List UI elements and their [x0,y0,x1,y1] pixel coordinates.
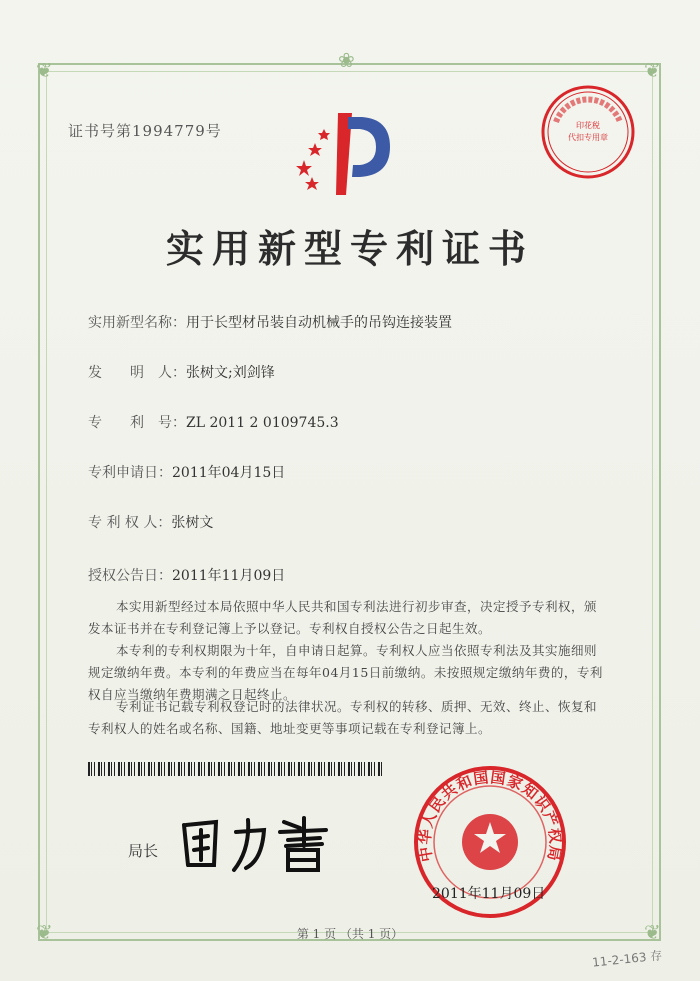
barcode-bar [348,762,350,776]
barcode-bar [371,762,372,776]
field-application-date [88,462,285,482]
barcode-bar [248,762,250,776]
barcode-bar [331,762,332,776]
barcode-bar [168,762,170,776]
barcode-bar [364,762,365,776]
barcode-bar [184,762,185,776]
barcode-bar [241,762,242,776]
field-label: 实用新型名称： [88,315,186,331]
barcode-bar [88,762,90,776]
field-inventor [88,362,275,382]
barcode-bar [111,762,112,776]
barcode-bar [124,762,125,776]
barcode-bar [328,762,330,776]
barcode-bar [361,762,362,776]
barcode-bar [181,762,182,776]
barcode-bar [211,762,212,776]
field-utility-name [88,312,452,332]
barcode-bar [108,762,110,776]
barcode-bar [368,762,370,776]
barcode-bar [191,762,192,776]
barcode-bar [334,762,335,776]
barcode-bar [298,762,300,776]
svg-text:印花税: 印花税 [576,121,600,130]
barcode-bar [164,762,165,776]
field-label: 专 利 号： [88,415,186,431]
barcode-bar [134,762,135,776]
barcode-bar [174,762,175,776]
barcode-bar [358,762,360,776]
barcode-bar [288,762,290,776]
barcode-bar [194,762,195,776]
barcode-bar [221,762,222,776]
barcode-bar [318,762,320,776]
barcode-bar [154,762,155,776]
seal-text: 中华人民共和国国家知识产权局 [415,768,565,864]
barcode-bar [274,762,275,776]
barcode-bar [104,762,105,776]
director-signature [176,810,336,880]
barcode-bar [144,762,145,776]
paragraph-text: 本专利的专利权期限为十年，自申请日起算。专利权人应当依照专利法及其实施细则规定缴纳年费。本专利的年费应当在每年04月15日前缴纳。未按照规定缴纳年费的，专利权自应当缴纳年费期满之日起终止。 [88,643,603,702]
seal-date: 2011年11月09日 [432,886,546,902]
barcode [88,762,388,776]
barcode-bar [114,762,115,776]
barcode-bar [91,762,92,776]
field-value: 用于长型材吊装自动机械手的吊钩连接装置 [186,315,452,331]
barcode-bar [188,762,190,776]
barcode-bar [341,762,342,776]
barcode-bar [234,762,235,776]
barcode-bar [244,762,245,776]
tax-seal [538,82,638,182]
barcode-bar [98,762,100,776]
barcode-bar [231,762,232,776]
barcode-bar [314,762,315,776]
patent-office-emblem [290,105,400,200]
field-value: 2011年04月15日 [172,465,286,481]
barcode-bar [208,762,210,776]
barcode-bar [264,762,265,776]
director-label: 局长 [128,842,159,860]
page-number: 第 1 页 （共 1 页） [296,927,404,941]
barcode-bar [304,762,305,776]
barcode-bar [278,762,280,776]
barcode-bar [148,762,150,776]
barcode-bar [294,762,295,776]
barcode-bar [378,762,380,776]
legal-paragraph [88,596,608,640]
barcode-bar [258,762,260,776]
handwritten-note: 11-2-163 存 [591,948,663,970]
svg-text:代扣专用章: 代扣专用章 [568,133,608,142]
field-value: 张树文;刘剑锋 [186,365,275,381]
barcode-bar [291,762,292,776]
barcode-bar [374,762,375,776]
barcode-bar [128,762,130,776]
barcode-bar [214,762,215,776]
field-grant-date [88,565,285,585]
barcode-bar [94,762,95,776]
corner-ornament: ❦ [36,920,53,944]
barcode-bar [141,762,142,776]
field-patent-number [88,412,339,432]
barcode-bar [224,762,225,776]
field-patentee [88,512,213,532]
corner-ornament: ❦ [36,58,53,82]
barcode-bar [381,762,382,776]
barcode-bar [201,762,202,776]
legal-paragraph [88,696,608,740]
paragraph-text: 专利证书记载专利权登记时的法律状况。专利权的转移、质押、无效、终止、恢复和专利权人的姓名或名称、国籍、地址变更等事项记载在专利登记簿上。 [88,699,598,736]
barcode-bar [204,762,205,776]
barcode-bar [281,762,282,776]
barcode-bar [268,762,270,776]
barcode-bar [121,762,122,776]
barcode-bar [151,762,152,776]
barcode-bar [344,762,345,776]
barcode-bar [254,762,255,776]
field-value: 2011年11月09日 [172,568,286,584]
barcode-bar [228,762,230,776]
barcode-bar [354,762,355,776]
barcode-bar [261,762,262,776]
field-label: 专 利 权 人： [88,515,172,531]
barcode-bar [238,762,240,776]
barcode-bar [101,762,102,776]
barcode-bar [138,762,140,776]
barcode-bar [301,762,302,776]
barcode-bar [161,762,162,776]
certificate-number: 证书号第1994779号 [68,122,222,140]
barcode-bar [218,762,220,776]
barcode-bar [118,762,120,776]
field-value: 张树文 [171,515,214,531]
barcode-bar [324,762,325,776]
barcode-bar [284,762,285,776]
barcode-bar [198,762,200,776]
barcode-bar [308,762,310,776]
barcode-bar [321,762,322,776]
barcode-bar [158,762,160,776]
corner-ornament: ❦ [644,58,661,82]
certificate-title: 实用新型专利证书 [165,226,534,271]
barcode-bar [271,762,272,776]
paragraph-text: 本实用新型经过本局依照中华人民共和国专利法进行初步审查，决定授予专利权，颁发本证书并在专利登记簿上予以登记。专利权自授权公告之日起生效。 [88,599,598,636]
barcode-bar [171,762,172,776]
barcode-bar [311,762,312,776]
barcode-bar [251,762,252,776]
field-label: 专利申请日： [88,465,172,481]
barcode-bar [178,762,180,776]
field-label: 授权公告日： [88,568,172,584]
corner-ornament: ❦ [644,920,661,944]
field-label: 发 明 人： [88,365,186,381]
barcode-bar [338,762,340,776]
barcode-bar [351,762,352,776]
top-ornament: ❀ [338,48,355,72]
field-value: ZL 2011 2 0109745.3 [186,415,339,431]
barcode-bar [131,762,132,776]
